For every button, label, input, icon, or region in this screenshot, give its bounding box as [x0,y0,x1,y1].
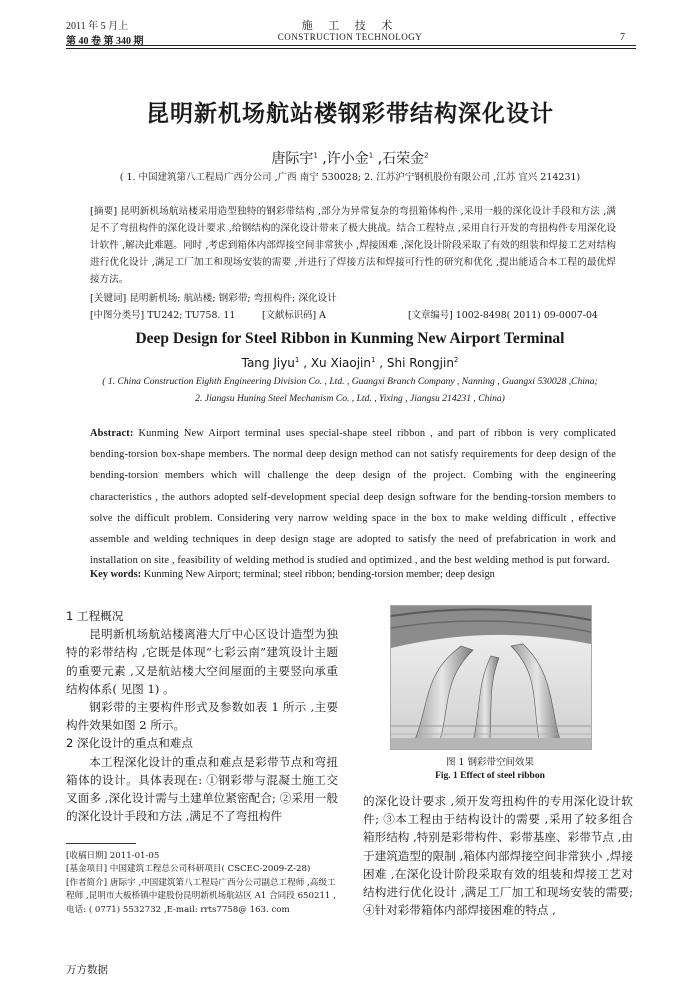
figure-caption-en: Fig. 1 Effect of steel ribbon [435,771,545,781]
page-number: 7 [620,32,625,43]
abstract-en-label: Abstract: [90,428,134,439]
authors-cn [0,148,700,168]
author-cn-1: 唐际宇 [271,151,314,167]
affiliation-cn: ( 1. 中国建筑第八工程局广西分公司 ,广西 南宁 530028; 2. 江苏沪宁钢机股份有限公司 ,江苏 宜兴 214231) [119,172,581,183]
footnote [66,850,338,917]
header-rule-thin [66,48,636,49]
author-en-3: , Shi Rongjin [375,356,454,370]
journal-name-en: CONSTRUCTION TECHNOLOGY [277,32,423,42]
body-right-column [363,792,633,919]
authors-en [0,356,700,370]
body-left-column [66,607,338,825]
figure-caption-cn: 图 1 钢彩带空间效果 [445,757,535,768]
author-en-3-sup: 2 [453,356,459,364]
abstract-cn: [摘要] 昆明新机场航站楼采用造型独特的钢彩带结构 ,部分为异常复杂的弯扭箱体构件 ,采用一般的深化设计手段和方法 ,满足不了弯扭构件的深化设计要求 ,给钢结构的深化设计带来了极大挑战。结合工程特点 ,采用自行开发的弯扭构件专用深化设计软件 ,解决此难题。同时 ,考虑到箱体内部焊接空间非常狭小 ,焊接困难 ,深化设计阶段采取了有效的组装和焊接工艺对结构进行优化设计 ,满足工厂加工和现场安装的需要 ,并进行了焊接方法和焊接可行性的研究和优化 ,提出能适合本工程的最优焊接方法。 [90,206,616,285]
header-rule-thick [66,45,636,46]
steel-ribbon-photo [391,606,591,749]
title-en: Deep Design for Steel Ribbon in Kunming New Airport Terminal [135,330,565,347]
section-2-heading: 2 深化设计的重点和难点 [66,736,193,751]
header-volume: 第 40 卷 第 340 期 [66,36,144,47]
header-date: 2011 年 5 月上 [66,21,129,32]
keywords-en [90,569,616,580]
footnote-received: [收稿日期] 2011-01-05 [66,851,160,861]
figure-steel-ribbon [390,605,592,750]
keywords-en-text: Kunming New Airport; terminal; steel ribbon; bending-torsion member; deep design [141,569,495,580]
footnote-rule [66,843,136,844]
keywords-en-label: Key words: [90,569,142,580]
author-cn-3-sup: 2 [424,151,429,160]
abstract-en-text: Kunming New Airport terminal uses special-shape steel ribbon , and part of ribbon is very complicated bending-torsion box-shape members. The normal deep design method can not satisfy requirements for deep design of the bending-torsion members which will challenge the deep design of the project. Combing with the engineering characteristics , the authors adopted self-development special deep design software for the bending-torsion members to solve the difficult problem. Considering very narrow welding space in the box to make welding difficult , effective assemble and welding techniques in deep design stage are adopted to satisfy the need of prefabrication in work and installation on site , feasibility of welding method is studied and optimized , and the best welding method is put forward. [90,428,616,567]
document-code: [文献标识码] A [262,310,326,321]
abstract-en [90,423,616,571]
affiliation-en-1: ( 1. China Construction Eighth Engineering Division Co. , Ltd. , Guangxi Branch Company , Nanning , Guangxi 530028 ,China; [102,376,598,387]
footnote-fund: [基金项目] 中国建筑工程总公司科研项目( CSCEC-2009-Z-28) [66,864,311,875]
author-en-1: Tang Jiyu [241,356,295,370]
author-cn-3: ,石荣金 [373,151,425,167]
author-cn-2-sup: 1 [368,151,374,160]
section-1-paragraph-2: 钢彩带的主要构件形式及参数如表 1 所示 ,主要构件效果如图 2 所示。 [66,700,338,733]
author-en-1-sup: 1 [294,356,300,364]
section-1-paragraph-1: 昆明新机场航站楼离港大厅中心区设计造型为独特的彩带结构 ,它既是体现“七彩云南”建筑设计主题的重要元素 ,又是航站楼大空间屋面的主要竖向承重结构体系( 见图 1) 。 [66,627,338,696]
author-en-2: , Xu Xiaojin [299,356,371,370]
right-column-paragraph: 的深化设计要求 ,须开发弯扭构件的专用深化设计软件; ③本工程由于结构设计的需要 ,采用了较多组合箱形结构 ,特别是彩带构件、彩带基座、彩带节点 ,由于建筑造型的限制 ,箱体内部焊接空间非常狭小 ,焊接困难 ,在深化设计阶段采取有效的组装和焊接工艺对结构进行优化设计 ,满足工厂加工和现场安装的需要; ④针对彩带箱体内部焊接困难的特点 , [363,794,633,918]
affiliation-en-2: 2. Jiangsu Huning Steel Mechanism Co. , Ltd. , Yixing , Jiangsu 214231 , China) [195,393,505,404]
author-en-2-sup: 1 [371,356,376,364]
title-cn: 昆明新机场航站楼钢彩带结构深化设计 [146,101,554,127]
section-2-paragraph-1: 本工程深化设计的重点和难点是彩带节点和弯扭箱体的设计。具体表现在: ①钢彩带与混凝土施工交叉面多 ,深化设计需与土建单位紧密配合; ②采用一般的深化设计手段和方法 ,满足不了弯扭构件 [66,754,338,824]
author-cn-2: ,许小金 [317,151,369,167]
journal-name-cn: 施 工 技 术 [301,19,399,32]
keywords-cn: [关键词] 昆明新机场; 航站楼; 钢彩带; 弯扭构件; 深化设计 [90,293,337,304]
section-1-heading: 1 工程概况 [66,609,124,623]
article-number: [文章编号] 1002-8498( 2011) 09-0007-04 [408,310,598,321]
author-cn-1-sup: 1 [313,151,318,160]
footnote-author: [作者简介] 唐际宇 ,中国建筑第八工程局广西分公司副总工程师 ,高级工程师 ,昆明市大板桥镇中建股份昆明新机场航站区 A1 合同段 650211 ,电话: ( 0771) 5532732 ,E-mail: rrts7758@ 163. com [66,877,336,915]
watermark: 万方数据 [66,964,108,976]
clc-number: [中图分类号] TU242; TU758. 11 [90,310,236,321]
